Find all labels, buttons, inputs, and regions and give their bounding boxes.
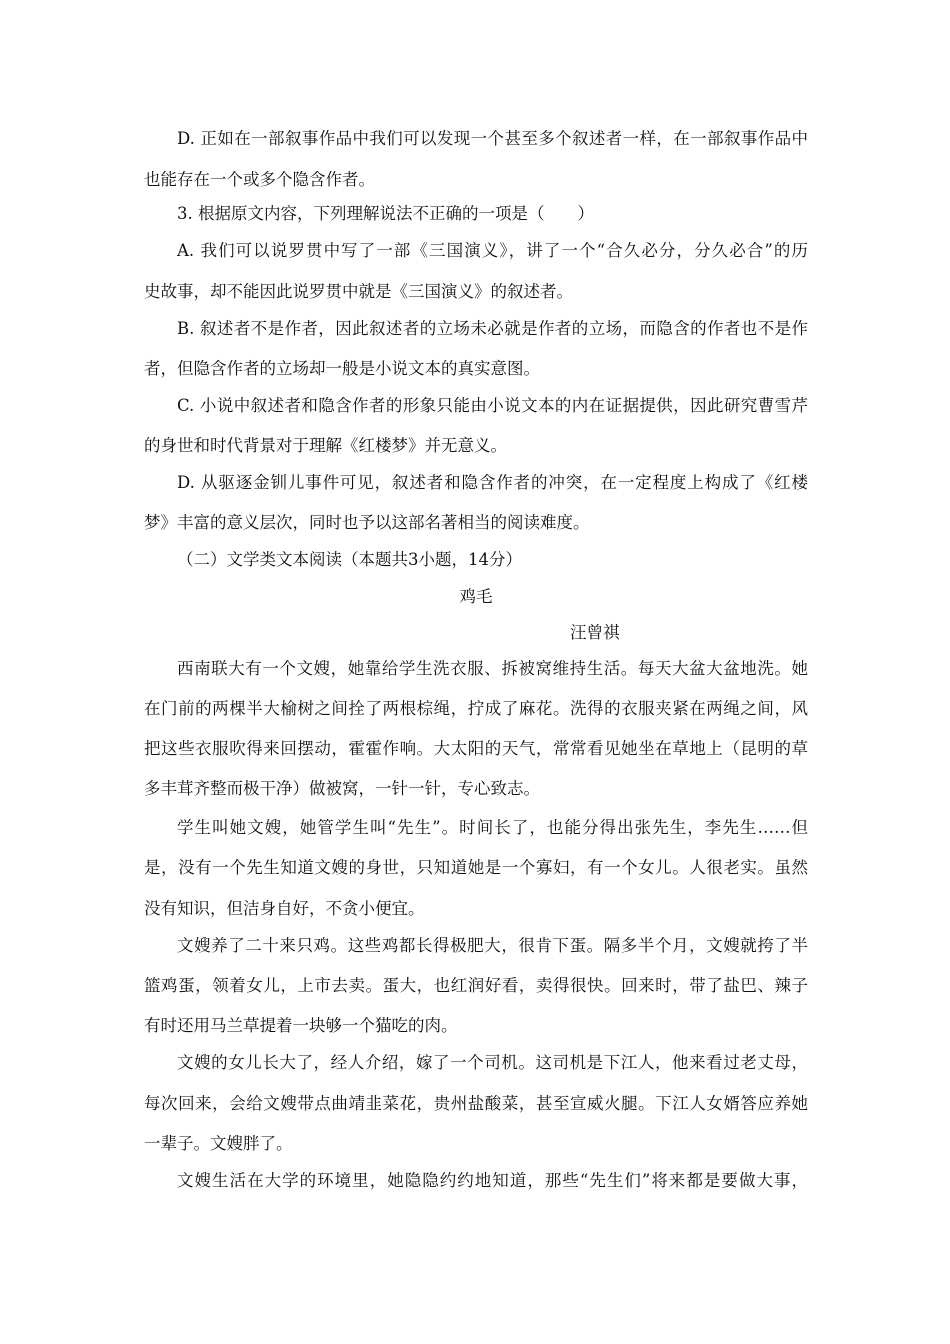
section-heading: （二）文学类文本阅读（本题共3小题，14分） [177,550,522,569]
p3-line-3: 有时还用马兰草提着一块够一个猫吃的肉。 [144,1016,458,1035]
p4-line-3: 一辈子。文嫂胖了。 [144,1134,293,1153]
p3-line-1: 文嫂养了二十来只鸡。这些鸡都长得极肥大，很肯下蛋。隔多半个月，文嫂就挎了半 [177,936,808,955]
q3-option-d-line-1: D. 从驱逐金钏儿事件可见，叙述者和隐含作者的冲突，在一定程度上构成了《红楼 [177,473,808,492]
p2-line-1: 学生叫她文嫂，她管学生叫“先生”。时间长了，也能分得出张先生，李先生……但 [177,818,808,837]
p3-line-2: 篮鸡蛋，领着女儿，上市去卖。蛋大，也红润好看，卖得很快。回来时，带了盐巴、辣子 [144,976,808,995]
q3-option-c-line-1: C. 小说中叙述者和隐含作者的形象只能由小说文本的内在证据提供，因此研究曹雪芹 [177,396,808,415]
q3-option-b-line-2: 者，但隐含作者的立场却一般是小说文本的真实意图。 [144,359,540,378]
p2-line-3: 没有知识，但洁身自好，不贪小便宜。 [144,899,425,918]
q3-option-d-line-2: 梦》丰富的意义层次，同时也予以这部名著相当的阅读难度。 [144,513,590,532]
p1-line-1: 西南联大有一个文嫂，她靠给学生洗衣服、拆被窝维持生活。每天大盆大盆地洗。她 [177,659,808,678]
story-title: 鸡毛 [459,587,493,606]
p1-line-4: 多丰茸齐整而极干净）做被窝，一针一针，专心致志。 [144,779,540,798]
p1-line-2: 在门前的两棵半大榆树之间拴了两根棕绳，拧成了麻花。洗得的衣服夹紧在两绳之间，风 [144,699,808,718]
q3-option-a-line-2: 史故事，却不能因此说罗贯中就是《三国演义》的叙述者。 [144,282,573,301]
p4-line-1: 文嫂的女儿长大了，经人介绍，嫁了一个司机。这司机是下江人，他来看过老丈母， [177,1053,808,1072]
q2-option-d-line-2: 也能存在一个或多个隐含作者。 [144,170,375,189]
p1-line-3: 把这些衣服吹得来回摆动，霍霍作响。大太阳的天气，常常看见她坐在草地上（昆明的草 [144,739,808,758]
q3-stem: 3. 根据原文内容，下列理解说法不正确的一项是（ ） [177,204,594,223]
p4-line-2: 每次回来，会给文嫂带点曲靖韭菜花，贵州盐酸菜，甚至宣威火腿。下江人女婿答应养她 [144,1094,808,1113]
p2-line-2: 是，没有一个先生知道文嫂的身世，只知道她是一个寡妇，有一个女儿。人很老实。虽然 [144,858,808,877]
q3-option-c-line-2: 的身世和时代背景对于理解《红楼梦》并无意义。 [144,436,507,455]
q2-option-d-line-1: D. 正如在一部叙事作品中我们可以发现一个甚至多个叙述者一样，在一部叙事作品中 [177,129,808,148]
story-author: 汪曾祺 [570,623,620,642]
p5-line-1: 文嫂生活在大学的环境里，她隐隐约约地知道，那些“先生们”将来都是要做大事， [177,1171,808,1190]
q3-option-a-line-1: A. 我们可以说罗贯中写了一部《三国演义》，讲了一个“合久必分，分久必合”的历 [177,241,808,260]
q3-option-b-line-1: B. 叙述者不是作者，因此叙述者的立场未必就是作者的立场，而隐含的作者也不是作 [177,319,808,338]
